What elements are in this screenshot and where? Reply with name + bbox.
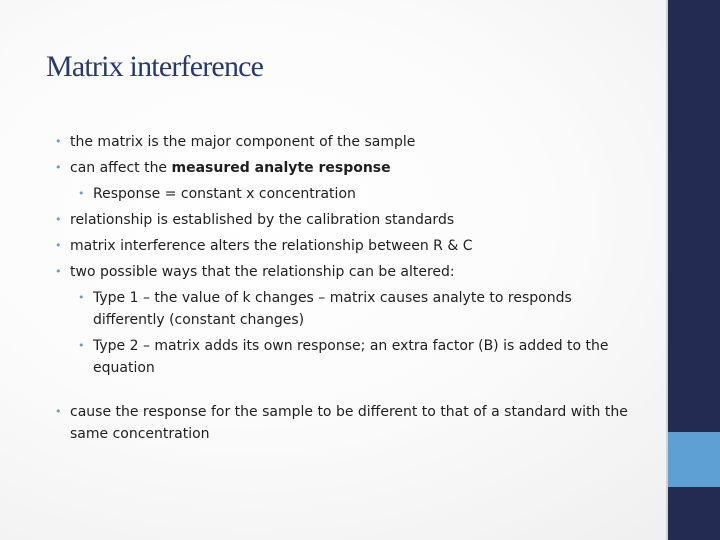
bullet-item — [55, 261, 640, 283]
bullet-item — [55, 209, 640, 231]
bullet-text: two possible ways that the relationship can be altered: — [70, 264, 455, 280]
bullet-text — [70, 160, 391, 176]
bullet-item — [55, 235, 640, 257]
bullet-item — [55, 401, 640, 445]
bullet-icon: • — [55, 161, 62, 174]
bullet-text-prefix: can affect the — [70, 160, 172, 176]
bullet-text: Type 2 – matrix adds its own response; an extra factor (B) is added to the equation — [93, 338, 609, 376]
bullet-icon: • — [55, 135, 62, 148]
sub-bullet-item — [78, 335, 640, 379]
side-bar-bottom — [668, 487, 720, 540]
slide-title: Matrix interference — [46, 50, 264, 83]
bullet-item — [55, 157, 640, 179]
bullet-text: matrix interference alters the relationship between R & C — [70, 238, 473, 254]
bullet-icon: • — [55, 405, 62, 418]
bullet-text: relationship is established by the calibration standards — [70, 212, 455, 228]
bullet-list — [55, 131, 640, 449]
bullet-icon: • — [78, 291, 85, 304]
bullet-text: Response = constant x concentration — [93, 186, 356, 202]
bullet-icon: • — [55, 265, 62, 278]
bullet-icon: • — [78, 339, 85, 352]
bullet-text: Type 1 – the value of k changes – matrix causes analyte to responds differently (constant changes) — [93, 290, 572, 328]
side-bar-accent — [668, 432, 720, 487]
side-bar-top — [668, 0, 720, 432]
sub-bullet-item — [78, 183, 640, 205]
bullet-item — [55, 131, 640, 153]
bullet-text-bold: measured analyte response — [171, 160, 391, 176]
bullet-icon: • — [78, 187, 85, 200]
bullet-text: cause the response for the sample to be different to that of a standard with the same concentration — [70, 404, 628, 442]
sub-bullet-item — [78, 287, 640, 331]
bullet-icon: • — [55, 239, 62, 252]
bullet-icon: • — [55, 213, 62, 226]
bullet-text: the matrix is the major component of the sample — [70, 134, 416, 150]
